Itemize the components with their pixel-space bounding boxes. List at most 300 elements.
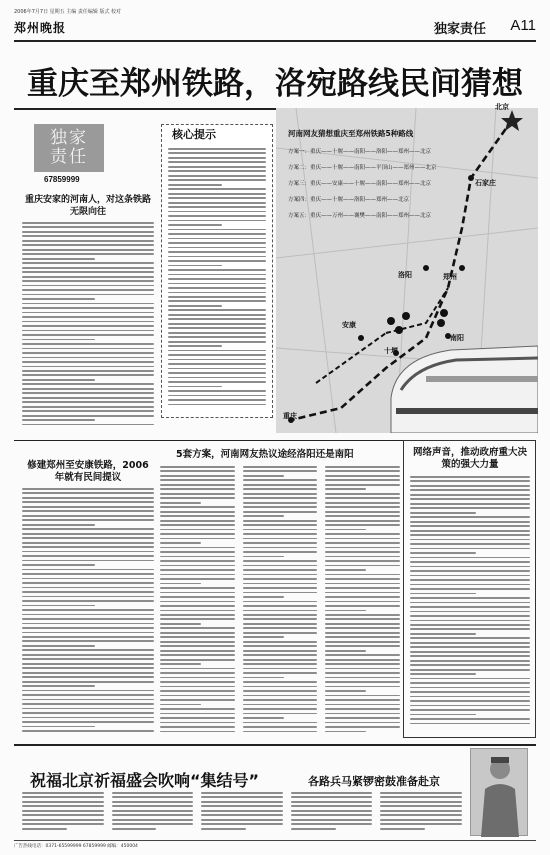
text-line (160, 627, 235, 629)
text-line (325, 484, 400, 486)
text-line (22, 348, 154, 350)
text-line (160, 506, 235, 508)
text-line (410, 602, 530, 604)
text-line (22, 258, 95, 260)
text-line (201, 828, 246, 830)
text-line (160, 529, 235, 531)
text-line (243, 484, 318, 486)
text-line (243, 668, 318, 670)
text-line (168, 224, 222, 226)
text-line (22, 578, 154, 580)
text-line (243, 479, 318, 481)
text-line (22, 374, 154, 376)
text-line (410, 579, 530, 581)
text-line (325, 699, 400, 701)
text-line (380, 828, 425, 830)
text-line (410, 718, 530, 720)
text-line (325, 529, 366, 531)
text-line (291, 819, 373, 821)
text-line (410, 700, 530, 702)
text-line (243, 520, 318, 522)
text-line (22, 307, 154, 309)
banner-rule (14, 744, 536, 746)
text-line (325, 677, 400, 679)
text-line (168, 327, 266, 329)
text-line (22, 330, 154, 332)
text-line (22, 582, 154, 584)
text-line (22, 488, 154, 490)
text-line (201, 796, 283, 798)
text-line (325, 731, 366, 733)
text-line (22, 632, 154, 634)
text-line (160, 470, 235, 472)
text-line (160, 677, 235, 679)
text-line (22, 676, 154, 678)
text-line (160, 520, 235, 522)
text-line (168, 206, 266, 208)
text-line (380, 814, 462, 816)
text-line (22, 249, 154, 251)
text-line (22, 226, 154, 228)
text-line (160, 533, 235, 535)
text-line (243, 731, 318, 733)
text-line (22, 410, 154, 412)
text-line (22, 339, 95, 341)
text-line (325, 663, 400, 665)
text-line (243, 681, 318, 683)
text-line (325, 569, 366, 571)
text-line (168, 292, 266, 294)
text-line (160, 547, 235, 549)
text-line (325, 542, 400, 544)
text-line (160, 511, 235, 513)
text-line (410, 498, 530, 500)
text-line (410, 620, 530, 622)
lower-right-text (410, 476, 530, 732)
text-line (160, 623, 201, 625)
text-line (22, 316, 154, 318)
text-line (380, 810, 462, 812)
text-line (112, 823, 194, 825)
text-line (160, 542, 201, 544)
text-line (22, 609, 154, 611)
text-line (325, 605, 400, 607)
text-line (160, 583, 201, 585)
text-line (243, 538, 318, 540)
text-line (325, 636, 400, 638)
text-line (160, 515, 235, 517)
text-line (168, 188, 266, 190)
text-line (160, 713, 235, 715)
text-line (22, 681, 154, 683)
text-line (168, 336, 266, 338)
text-line (160, 601, 235, 603)
text-line (410, 691, 530, 693)
text-line (243, 636, 284, 638)
text-line (410, 646, 530, 648)
text-line (410, 705, 530, 707)
hotline-number: 67859999 (44, 175, 80, 184)
text-line (380, 792, 462, 794)
paper-name: 郑州晚报 (14, 21, 67, 35)
text-line (22, 564, 95, 566)
text-line (243, 601, 318, 603)
text-line (291, 792, 373, 794)
text-line (410, 516, 530, 518)
legend-option-1: 方案一：重庆——十堰——南阳——洛阳——郑州——北京 (288, 149, 432, 155)
text-line (22, 667, 154, 669)
text-line (325, 690, 366, 692)
text-line (243, 672, 318, 674)
text-line (325, 547, 400, 549)
city-zhengzhou: 郑州 (443, 273, 457, 281)
route-markers (387, 309, 448, 334)
text-line (325, 717, 400, 719)
text-line (243, 470, 318, 472)
text-line (410, 494, 530, 496)
lower-left-head: 修建郑州至安康铁路，2006年就有民间提议 (27, 460, 149, 483)
text-line (22, 321, 154, 323)
text-line (243, 569, 318, 571)
text-line (201, 801, 283, 803)
text-line (168, 256, 266, 258)
text-line (243, 497, 318, 499)
text-line (22, 510, 154, 512)
legend-option-3: 方案三：重庆——安康——十堰——南阳——郑州——北京 (288, 181, 432, 187)
text-line (160, 524, 235, 526)
text-line (325, 466, 400, 468)
text-line (325, 475, 400, 477)
text-line (22, 587, 154, 589)
text-line (160, 610, 235, 612)
text-line (112, 801, 194, 803)
text-line (325, 596, 400, 598)
text-line (168, 161, 266, 163)
beijing-star-icon (501, 110, 523, 131)
text-line (325, 551, 400, 553)
text-line (243, 623, 318, 625)
text-line (22, 537, 154, 539)
text-line (410, 673, 476, 675)
text-line (160, 565, 235, 567)
text-line (243, 717, 284, 719)
text-line (22, 289, 154, 291)
text-line (291, 810, 373, 812)
city-shiyan: 十堰 (384, 347, 398, 355)
text-line (160, 578, 235, 580)
text-line (168, 233, 266, 235)
text-line (410, 588, 530, 590)
text-line (325, 632, 400, 634)
text-line (22, 334, 154, 336)
text-line (243, 560, 318, 562)
text-line (160, 726, 235, 728)
text-line (22, 551, 154, 553)
text-line (22, 573, 154, 575)
text-line (22, 276, 154, 278)
text-line (325, 618, 400, 620)
text-line (410, 678, 530, 680)
text-line (168, 390, 266, 392)
text-line (410, 651, 530, 653)
text-line (168, 157, 266, 159)
text-line (22, 569, 154, 571)
text-line (168, 175, 266, 177)
text-line (160, 704, 201, 706)
text-line (160, 614, 235, 616)
text-line (22, 730, 154, 732)
text-line (168, 152, 266, 154)
text-line (22, 649, 154, 651)
text-line (243, 726, 318, 728)
text-line (22, 294, 154, 296)
text-line (160, 731, 235, 733)
core-hint-text (168, 148, 266, 410)
text-line (325, 560, 400, 562)
text-line (22, 614, 154, 616)
text-line (243, 542, 318, 544)
text-line (22, 555, 154, 557)
text-line (243, 610, 318, 612)
text-line (22, 712, 154, 714)
text-line (22, 528, 154, 530)
text-line (168, 278, 266, 280)
text-line (22, 636, 154, 638)
text-line (410, 557, 530, 559)
text-line (168, 202, 266, 204)
text-line (243, 704, 318, 706)
text-line (160, 475, 235, 477)
text-line (243, 614, 318, 616)
text-line (160, 551, 235, 553)
text-line (243, 605, 318, 607)
text-line (112, 792, 194, 794)
text-line (243, 645, 318, 647)
text-line (22, 524, 95, 526)
text-line (22, 596, 154, 598)
text-line (243, 475, 284, 477)
text-line (112, 810, 194, 812)
text-line (168, 354, 266, 356)
text-line (168, 377, 266, 379)
text-line (325, 511, 400, 513)
text-line (410, 570, 530, 572)
text-line (22, 415, 154, 417)
text-line (243, 618, 318, 620)
text-line (325, 641, 400, 643)
text-line (22, 591, 154, 593)
text-line (22, 262, 154, 264)
text-line (22, 726, 95, 728)
text-line (22, 515, 154, 517)
text-line (22, 663, 154, 665)
text-line (160, 650, 235, 652)
text-line (160, 686, 235, 688)
text-line (243, 466, 318, 468)
text-line (160, 659, 235, 661)
text-line (243, 488, 318, 490)
text-line (160, 668, 235, 670)
text-line (22, 708, 154, 710)
text-line (243, 690, 318, 692)
banner-headline: 祝福北京祈福盛会吹响“集结号” (30, 771, 260, 790)
text-line (243, 551, 318, 553)
column-logo-text: 独家责任 (50, 128, 88, 167)
text-line (22, 298, 95, 300)
text-line (168, 283, 266, 285)
text-line (325, 713, 400, 715)
text-line (168, 260, 266, 262)
text-line (168, 269, 266, 271)
text-line (168, 215, 266, 217)
text-line (325, 645, 400, 647)
text-line (160, 632, 235, 634)
text-line (22, 685, 95, 687)
text-line (410, 512, 476, 514)
text-line (22, 235, 154, 237)
banner-subhead: 各路兵马紧锣密鼓准备赴京 (308, 775, 440, 788)
text-line (160, 717, 235, 719)
text-line (168, 323, 266, 325)
text-line (380, 823, 462, 825)
city-luoyang: 洛阳 (398, 271, 412, 279)
text-line (22, 240, 154, 242)
text-line (160, 569, 235, 571)
lower-left-text (22, 488, 154, 736)
text-line (22, 497, 154, 499)
text-line (168, 350, 266, 352)
text-line (410, 709, 530, 711)
text-line (325, 614, 400, 616)
text-line (160, 690, 235, 692)
text-line (243, 533, 318, 535)
text-line (168, 193, 266, 195)
text-line (410, 593, 476, 595)
page-number: A11 (510, 17, 536, 34)
text-line (380, 801, 462, 803)
text-line (112, 828, 157, 830)
text-line (160, 466, 235, 468)
text-line (160, 497, 235, 499)
text-line (243, 493, 318, 495)
text-line (168, 372, 266, 374)
text-line (112, 796, 194, 798)
text-line (325, 610, 366, 612)
text-line (22, 492, 154, 494)
text-line (243, 529, 318, 531)
city-nanyang: 南阳 (450, 334, 464, 342)
text-line (410, 597, 530, 599)
text-line (410, 611, 530, 613)
text-line (168, 363, 266, 365)
text-line (243, 578, 318, 580)
reporter-credit (22, 118, 30, 178)
text-line (22, 222, 154, 224)
text-line (160, 636, 235, 638)
text-line (325, 578, 400, 580)
text-line (168, 341, 266, 343)
text-line (325, 686, 400, 688)
text-line (22, 703, 154, 705)
text-line (168, 197, 266, 199)
text-line (410, 714, 476, 716)
text-line (291, 814, 373, 816)
text-line (410, 637, 530, 639)
text-line (243, 515, 284, 517)
text-line (22, 627, 154, 629)
text-line (291, 805, 373, 807)
text-line (325, 565, 400, 567)
lower-middle-text (160, 466, 400, 736)
core-hint-title: 核心提示 (172, 128, 216, 141)
text-line (112, 814, 194, 816)
text-line (325, 506, 400, 508)
text-line (168, 332, 266, 334)
text-line (410, 664, 530, 666)
text-line (168, 381, 266, 383)
text-line (243, 574, 318, 576)
text-line (410, 503, 530, 505)
text-line (380, 796, 462, 798)
text-line (168, 345, 222, 347)
text-line (168, 211, 266, 213)
text-line (410, 507, 530, 509)
text-line (160, 695, 235, 697)
text-line (201, 810, 283, 812)
text-line (168, 148, 266, 150)
text-line (22, 823, 104, 825)
text-line (243, 502, 318, 504)
text-line (160, 672, 235, 674)
text-line (243, 632, 318, 634)
text-line (22, 519, 154, 521)
text-line (325, 722, 400, 724)
text-line (168, 274, 266, 276)
text-line (168, 300, 266, 302)
city-ankang: 安康 (342, 321, 356, 329)
text-line (410, 543, 530, 545)
text-line (168, 242, 266, 244)
text-line (243, 524, 318, 526)
text-line (325, 493, 400, 495)
text-line (22, 814, 104, 816)
text-line (243, 627, 318, 629)
city-shijiazhuang: 石家庄 (475, 179, 496, 187)
text-line (410, 539, 530, 541)
text-line (160, 484, 235, 486)
legend-option-4: 方案四：重庆——十堰——洛阳——郑州——北京 (288, 197, 410, 203)
text-line (160, 663, 201, 665)
text-line (325, 708, 400, 710)
text-line (243, 641, 318, 643)
text-line (22, 717, 154, 719)
text-line (380, 805, 462, 807)
text-line (201, 819, 283, 821)
text-line (160, 596, 235, 598)
map-title: 河南网友猜想重庆至郑州铁路5种路线 (288, 129, 414, 138)
banner-text (22, 792, 462, 836)
text-line (22, 370, 154, 372)
text-line (410, 552, 476, 554)
text-line (243, 506, 318, 508)
text-line (168, 265, 222, 267)
text-line (325, 695, 400, 697)
text-line (410, 525, 530, 527)
text-line (22, 721, 154, 723)
text-line (410, 669, 530, 671)
text-line (243, 596, 284, 598)
text-line (168, 247, 266, 249)
